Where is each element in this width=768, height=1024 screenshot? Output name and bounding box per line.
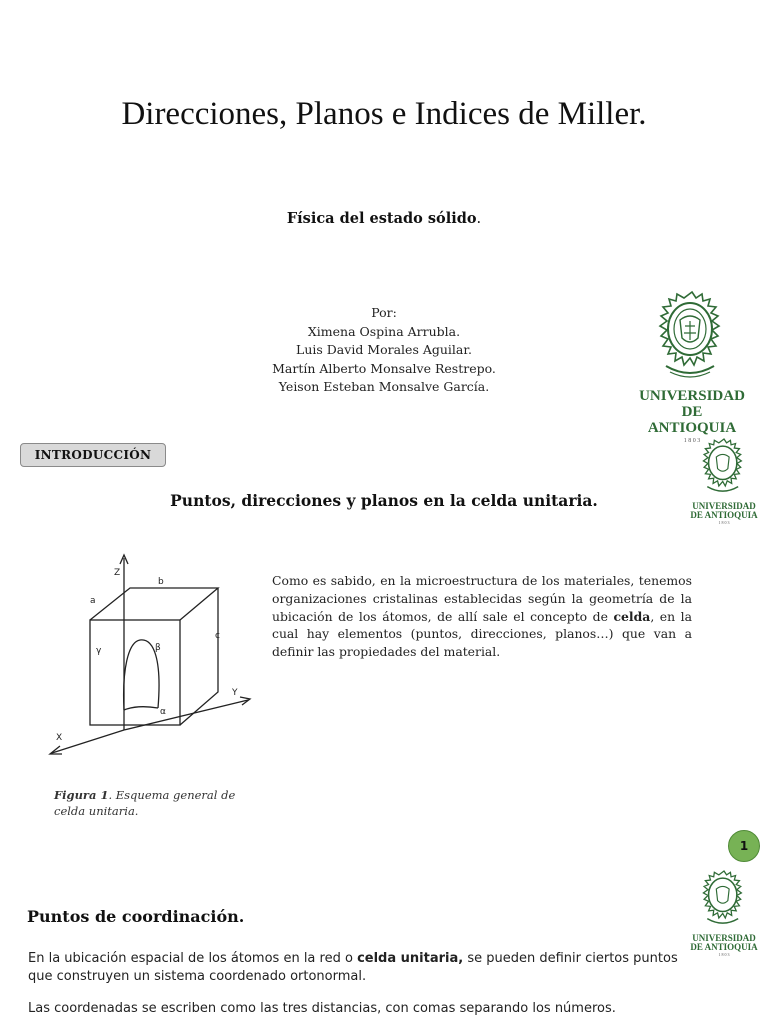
figure-caption-label: Figura 1 <box>54 788 109 802</box>
course-subtitle-period: . <box>476 211 482 227</box>
label-x: X <box>56 733 63 743</box>
angle-curve-outer <box>124 640 159 710</box>
seal-icon <box>688 436 760 498</box>
unit-cell-diagram <box>40 550 260 765</box>
university-name-line2: DE ANTIOQUIA <box>647 403 737 436</box>
university-name-line1: UNIVERSIDAD <box>692 933 756 943</box>
label-beta: β <box>155 643 161 653</box>
university-name-line2: DE ANTIOQUIA <box>690 510 758 521</box>
section2-heading: Puntos de coordinación. <box>27 907 245 926</box>
angle-curve-base <box>124 707 158 710</box>
seal-icon <box>636 288 748 383</box>
page-title: Direcciones, Planos e Indices de Miller. <box>121 96 647 132</box>
label-c: c <box>215 631 220 641</box>
author-name: Yeison Esteban Monsalve García. <box>278 379 490 394</box>
seal-icon <box>688 868 760 930</box>
author-name: Martín Alberto Monsalve Restrepo. <box>272 360 496 376</box>
page-number-badge: 1 <box>728 830 760 862</box>
section2-text: se pueden definir ciertos puntos que construyen un sistema coordenado ortonormal. <box>28 951 678 984</box>
university-year: 1 8 0 3 <box>718 951 730 957</box>
university-name-line2: DE ANTIOQUIA <box>690 942 758 953</box>
section2-text: En la ubicación espacial de los átomos en la red o <box>28 951 358 966</box>
authors-label: Por: <box>371 305 397 320</box>
label-y: Y <box>232 688 238 698</box>
university-logo-small <box>688 868 760 957</box>
university-year: 1 8 0 3 <box>718 519 730 525</box>
figure-caption-text: . Esquema general de celda unitaria. <box>54 788 236 818</box>
cube-top-face <box>90 588 218 620</box>
university-year: 1 8 0 3 <box>683 438 701 445</box>
figure-caption <box>54 787 254 819</box>
author-name: Luis David Morales Aguilar. <box>296 342 472 357</box>
label-z: Z <box>114 568 121 578</box>
cube-front-face <box>90 620 180 725</box>
intro-paragraph <box>272 572 692 661</box>
label-alpha: α <box>160 707 166 717</box>
cube-right-face <box>180 588 218 725</box>
author-name: Ximena Ospina Arrubla. <box>307 323 461 339</box>
authors-block <box>200 304 568 397</box>
university-logo-medium <box>688 436 760 525</box>
label-a: a <box>90 596 96 606</box>
intro-badge: INTRODUCCIÓN <box>20 443 166 467</box>
university-name-line1: UNIVERSIDAD <box>639 388 745 404</box>
section2-paragraph-2: Las coordenadas se escriben como las tres distancias, con comas separando los números. <box>28 1001 616 1016</box>
section-title: Puntos, direcciones y planos en la celda unitaria. <box>170 491 598 510</box>
course-subtitle <box>0 210 768 227</box>
university-name-line1: UNIVERSIDAD <box>692 501 756 511</box>
x-axis <box>52 730 124 753</box>
intro-paragraph-text: , en la cual hay elementos (puntos, direcciones, planos…) que van a definir las propiedades del material. <box>272 608 692 660</box>
university-logo-large <box>636 288 748 445</box>
intro-paragraph-text: Como es sabido, en la microestructura de los materiales, tenemos organizaciones cristalinas establecidas según la geometría de la ubicación de los átomos, de allí sale el concepto de <box>272 573 692 624</box>
label-b: b <box>158 577 164 587</box>
intro-paragraph-bold: celda <box>613 608 651 624</box>
label-gamma: γ <box>96 646 102 656</box>
section2-paragraph-1 <box>28 950 694 986</box>
section2-bold: celda unitaria, <box>357 951 464 966</box>
course-subtitle-text: Física del estado sólido <box>286 210 477 227</box>
